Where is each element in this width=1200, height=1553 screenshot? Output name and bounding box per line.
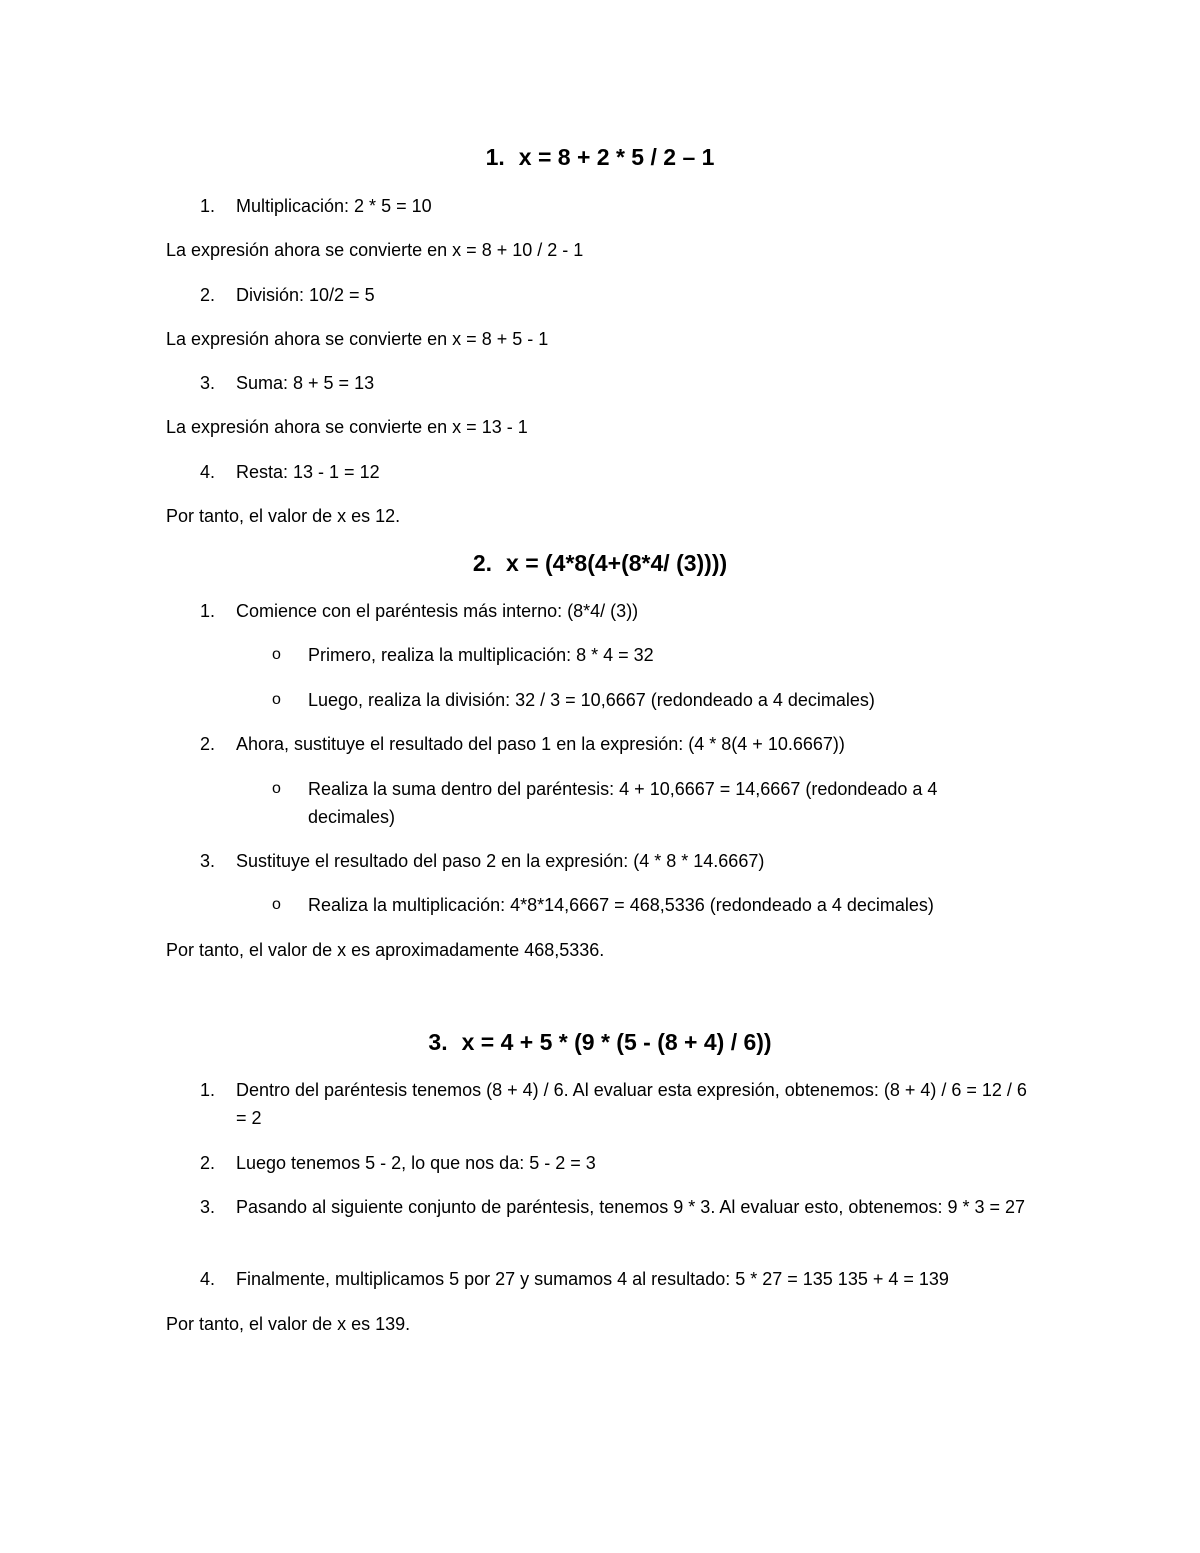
list-number: 3.	[200, 1197, 216, 1217]
paragraph: La expresión ahora se convierte en x = 8 + 10 / 2 - 1	[166, 240, 584, 260]
paragraph: La expresión ahora se convierte en x = 13 - 1	[166, 417, 528, 437]
list-text: Dentro del paréntesis tenemos (8 + 4) / 6. Al evaluar esta expresión, obtenemos: (8 + 4) / 6 = 12 / 6 = 2	[236, 1080, 1027, 1128]
bullet-text: Luego, realiza la división: 32 / 3 = 10,6667 (redondeado a 4 decimales)	[308, 690, 875, 710]
bullet-text: Realiza la suma dentro del paréntesis: 4 + 10,6667 = 14,6667 (redondeado a 4 decimales)	[308, 779, 938, 827]
section-title: x = (4*8(4+(8*4/ (3))))	[506, 550, 728, 576]
bullet-icon: o	[272, 691, 281, 708]
section-title: x = 8 + 2 * 5 / 2 – 1	[518, 144, 715, 170]
list-text: Suma: 8 + 5 = 13	[236, 373, 375, 393]
list-item	[200, 847, 1100, 875]
paragraph: La expresión ahora se convierte en x = 8 + 5 - 1	[166, 329, 549, 349]
list-number: 2.	[200, 734, 216, 754]
list-number: 2.	[200, 1153, 216, 1173]
section-number: 3.	[428, 1029, 448, 1055]
section-2-heading	[0, 548, 1200, 578]
conclusion: Por tanto, el valor de x es aproximadamente 468,5336.	[166, 940, 605, 960]
bullet-icon: o	[272, 646, 281, 663]
list-text: Ahora, sustituye el resultado del paso 1 en la expresión: (4 * 8(4 + 10.6667))	[236, 734, 845, 754]
list-text: Resta: 13 - 1 = 12	[236, 462, 380, 482]
section-number: 2.	[472, 550, 493, 576]
list-text: Multiplicación: 2 * 5 = 10	[236, 196, 432, 216]
list-item	[200, 1076, 1040, 1132]
list-item	[200, 458, 1100, 486]
list-number: 1.	[200, 1080, 216, 1100]
sub-bullet	[272, 686, 1032, 714]
list-text: Comience con el paréntesis más interno: (8*4/ (3))	[236, 601, 639, 621]
list-text: División: 10/2 = 5	[236, 285, 375, 305]
bullet-icon: o	[272, 780, 281, 797]
list-item	[200, 369, 1100, 397]
section-number: 1.	[485, 144, 505, 170]
list-text: Finalmente, multiplicamos 5 por 27 y sumamos 4 al resultado: 5 * 27 = 135 135 + 4 = 139	[236, 1269, 949, 1289]
list-item	[200, 1149, 1100, 1177]
list-item	[200, 730, 1100, 758]
list-item	[200, 1265, 1100, 1293]
list-item	[200, 1193, 1040, 1249]
section-3-heading	[0, 1027, 1200, 1057]
sub-bullet	[272, 775, 994, 831]
conclusion: Por tanto, el valor de x es 12.	[166, 506, 401, 526]
list-number: 4.	[200, 462, 216, 482]
list-item	[200, 281, 1100, 309]
list-number: 1.	[200, 601, 216, 621]
list-text: Pasando al siguiente conjunto de paréntesis, tenemos 9 * 3. Al evaluar esto, obtenemos: 9 * 3 = 27	[236, 1197, 1026, 1217]
list-item	[200, 597, 1100, 625]
section-1-heading	[0, 142, 1200, 172]
list-item	[200, 192, 1100, 220]
list-text: Luego tenemos 5 - 2, lo que nos da: 5 - 2 = 3	[236, 1153, 596, 1173]
bullet-text: Primero, realiza la multiplicación: 8 * 4 = 32	[308, 645, 654, 665]
bullet-icon: o	[272, 896, 281, 913]
list-number: 3.	[200, 851, 216, 871]
section-title: x = 4 + 5 * (9 * (5 - (8 + 4) / 6))	[461, 1029, 772, 1055]
list-number: 2.	[200, 285, 216, 305]
conclusion: Por tanto, el valor de x es 139.	[166, 1314, 411, 1334]
sub-bullet	[272, 641, 1032, 669]
bullet-text: Realiza la multiplicación: 4*8*14,6667 = 468,5336 (redondeado a 4 decimales)	[308, 895, 934, 915]
list-number: 3.	[200, 373, 216, 393]
list-number: 4.	[200, 1269, 216, 1289]
list-text: Sustituye el resultado del paso 2 en la expresión: (4 * 8 * 14.6667)	[236, 851, 765, 871]
sub-bullet	[272, 891, 1032, 919]
list-number: 1.	[200, 196, 216, 216]
